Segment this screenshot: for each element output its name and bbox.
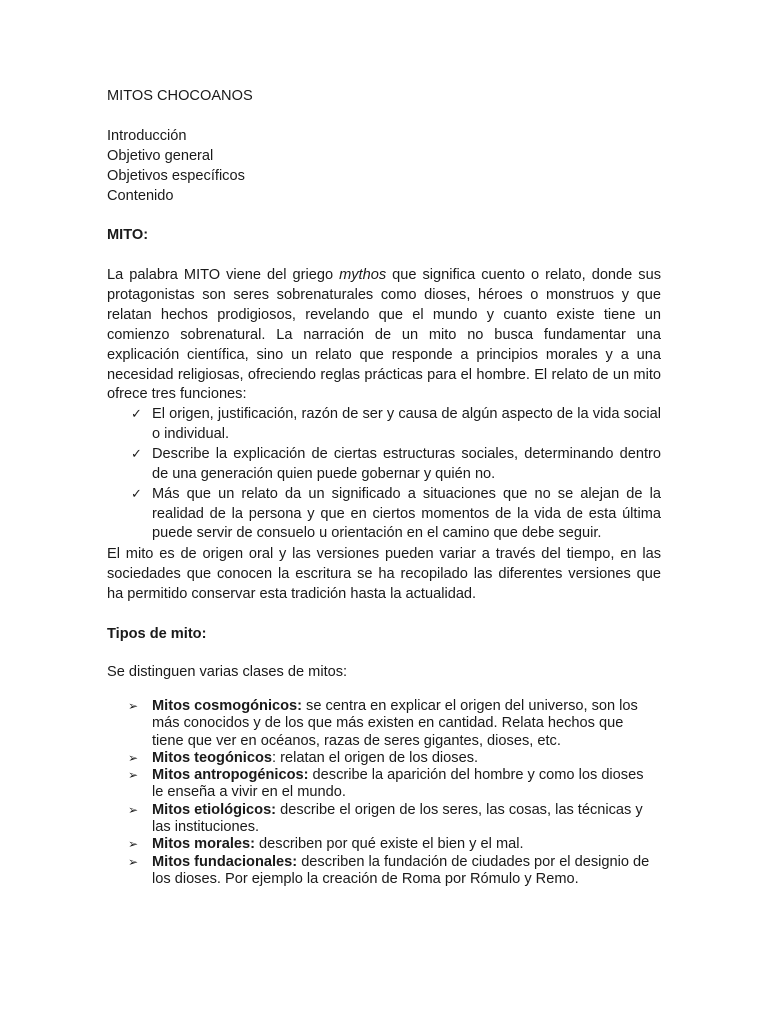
myth-type-item — [125, 802, 657, 837]
myth-type-name: Mitos teogónicos — [152, 749, 272, 766]
myth-type-desc: describen la fundación de ciudades por el designio de los dioses. Por ejemplo la creación de Roma por Rómulo y Remo. — [152, 853, 650, 887]
document-title: MITOS CHOCOANOS — [107, 88, 253, 104]
myth-type-desc: : relatan el origen de los dioses. — [272, 749, 479, 766]
toc-item-contenido: Contenido — [107, 188, 174, 204]
toc-item-objetivos-especificos: Objetivos específicos — [107, 168, 245, 184]
arrow-bullet-icon: ➢ — [128, 750, 139, 765]
function-item — [131, 405, 661, 445]
myth-type-desc: describe el origen de los seres, las cosas, las técnicas y las instituciones. — [152, 801, 643, 836]
myth-type-item — [125, 767, 657, 802]
arrow-bullet-icon: ➢ — [128, 699, 139, 713]
arrow-bullet-icon: ➢ — [128, 768, 139, 783]
intro-italic-term: mythos — [339, 267, 387, 283]
section-heading-tipos-de-mito: Tipos de mito: — [107, 626, 207, 642]
myth-type-desc: se centra en explicar el origen del universo, son los más conocidos y de los que más existen en cantidad. Relata hechos que tiene que ver en océanos, razas de seres gigantes, dioses, etc. — [152, 698, 638, 749]
myth-type-name: Mitos morales: — [152, 836, 255, 853]
closing-paragraph: El mito es de origen oral y las versiones pueden variar a través del tiempo, en las sociedades que conocen la escritura se ha recopilado las diferentes versiones que ha permitido conservar esta tradición hasta la actualidad. — [107, 546, 661, 602]
myth-type-desc: describe la aparición del hombre y como los dioses le enseña a vivir en el mundo. — [152, 767, 644, 801]
myth-types-list — [125, 698, 657, 888]
function-item-text: Describe la explicación de ciertas estructuras sociales, determinando dentro de una generación quien puede gobernar y quién no. — [152, 445, 661, 482]
types-intro-text: Se distinguen varias clases de mitos: — [107, 664, 348, 680]
checkmark-icon: ✓ — [131, 446, 142, 462]
myth-type-item — [125, 750, 657, 767]
myth-type-desc: describen por qué existe el bien y el mal. — [255, 836, 524, 853]
myth-type-name: Mitos fundacionales: — [152, 853, 298, 870]
myth-type-item — [125, 698, 657, 750]
function-item — [131, 485, 661, 545]
section-heading-mito: MITO: — [107, 227, 149, 243]
checkmark-icon: ✓ — [131, 407, 142, 422]
function-item — [131, 445, 661, 485]
functions-list — [131, 405, 661, 544]
myth-type-name: Mitos cosmogónicos: — [152, 698, 302, 714]
intro-text-start: La palabra MITO viene del griego — [107, 267, 340, 283]
function-item-text: Más que un relato da un significado a situaciones que no se alejan de la realidad de la persona y que en ciertos momentos de la vida de esta última puede servir de consuelo u orientación en el camino que debe seguir. — [152, 485, 661, 542]
myth-type-name: Mitos antropogénicos: — [152, 767, 309, 784]
myth-type-item — [125, 854, 657, 889]
function-item-text: El origen, justificación, razón de ser y causa de algún aspecto de la vida social o individual. — [152, 406, 661, 442]
arrow-bullet-icon: ➢ — [128, 802, 139, 817]
intro-text-rest: que significa cuento o relato, donde sus protagonistas son seres sobrenaturales como dioses, héroes o monstruos y que relatan hechos prodigiosos, revelando que el mundo y cuanto existe tiene un comienzo sobrenatural. La narración de un mito no busca fundamentar una explicación científica, sino un relato que responde a principios morales y a una necesidad religiosas, ofreciendo reglas prácticas para el hombre. El relato de un mito ofrece tres funciones: — [107, 267, 661, 403]
arrow-bullet-icon: ➢ — [128, 854, 139, 869]
toc-item-introduccion: Introducción — [107, 128, 187, 144]
arrow-bullet-icon: ➢ — [128, 837, 139, 852]
checkmark-icon: ✓ — [131, 486, 142, 502]
myth-type-item — [125, 836, 657, 853]
toc-item-objetivo-general: Objetivo general — [107, 148, 214, 164]
intro-paragraph — [107, 266, 661, 405]
myth-type-name: Mitos etiológicos: — [152, 801, 277, 818]
